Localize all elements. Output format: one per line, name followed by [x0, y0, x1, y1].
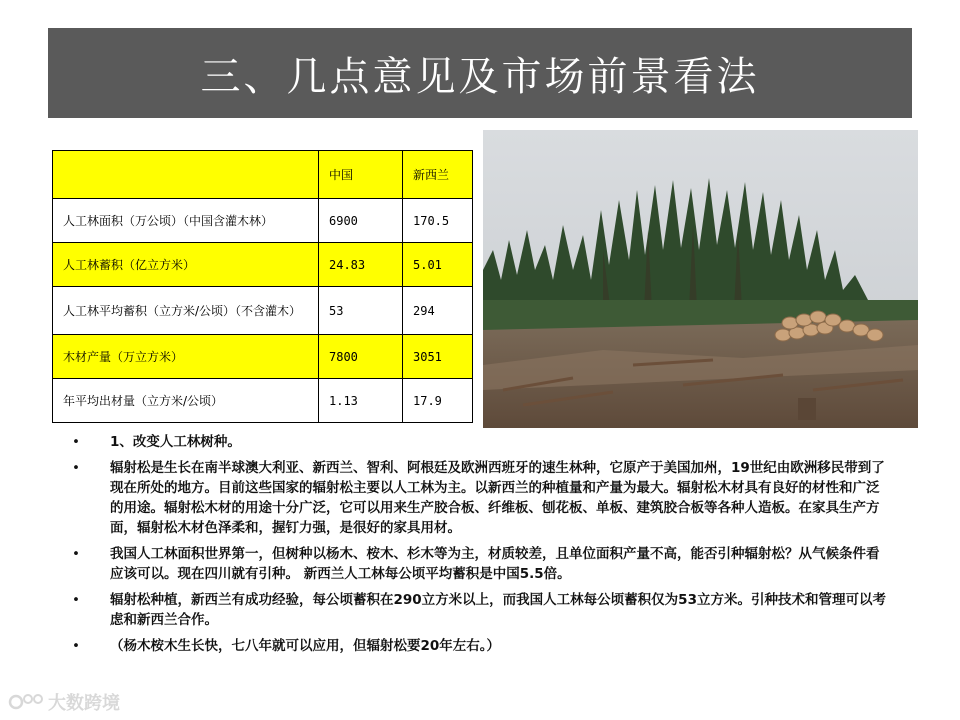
china-value: 6900 [319, 199, 403, 243]
china-value: 24.83 [319, 243, 403, 287]
watermark-text: 大数跨境 [48, 693, 120, 714]
bullet-item [72, 432, 892, 452]
bullet-icon: • [72, 434, 80, 450]
nz-value: 170.5 [403, 199, 473, 243]
china-value: 53 [319, 287, 403, 335]
table-row [53, 287, 473, 335]
table-header-row [53, 151, 473, 199]
row-label: 木材产量（万立方米） [53, 335, 319, 379]
row-label: 年平均出材量（立方米/公顷） [53, 379, 319, 423]
bullet-text: 辐射松是生长在南半球澳大利亚、新西兰、智利、阿根廷及欧洲西班牙的速生林种，它原产于美国加州，19世纪由欧洲移民带到了现在所处的地方。目前这些国家的辐射松主要以人工林为主。以新西兰的种植量和产量为最大。辐射松木材具有良好的材性和广泛的用途。辐射松木材的用途十分广泛，它可以用来生产胶合板、纤维板、刨花板、单板、建筑胶合板等各种人造板。在家具生产方面，辐射松木材色泽柔和，握钉力强，是很好的家具用材。 [110, 460, 885, 536]
nz-value: 17.9 [403, 379, 473, 423]
table-row [53, 199, 473, 243]
bullet-item [72, 590, 892, 630]
table-row [53, 335, 473, 379]
bullet-item [72, 636, 892, 656]
table-row [53, 379, 473, 423]
bullet-text: 我国人工林面积世界第一，但树种以杨木、桉木、杉木等为主，材质较差，且单位面积产量不高，能否引种辐射松？从气候条件看应该可以。现在四川就有引种。 新西兰人工林每公顷平均蓄积是中国5.5倍。 [110, 546, 880, 582]
table-header-cell [53, 151, 319, 199]
bullet-list [72, 432, 892, 662]
bullet-icon: • [72, 460, 80, 476]
row-label: 人工林平均蓄积（立方米/公顷）（不含灌木） [53, 287, 319, 335]
table-header-cell: 中国 [319, 151, 403, 199]
pine-forest-image [483, 130, 918, 428]
bullet-text: 辐射松种植，新西兰有成功经验，每公顷蓄积在290立方米以上，而我国人工林每公顷蓄积仅为53立方米。引种技术和管理可以考虑和新西兰合作。 [110, 592, 886, 628]
china-value: 1.13 [319, 379, 403, 423]
bullet-text: （杨木桉木生长快，七八年就可以应用，但辐射松要20年左右。） [110, 638, 501, 654]
watermark-logo-icon [8, 691, 44, 713]
comparison-table [52, 150, 473, 423]
forest-photo [483, 130, 918, 428]
row-label: 人工林面积（万公顷）（中国含灌木林） [53, 199, 319, 243]
nz-value: 5.01 [403, 243, 473, 287]
title-bar [48, 28, 912, 118]
china-value: 7800 [319, 335, 403, 379]
bullet-icon: • [72, 592, 80, 608]
bullet-item [72, 544, 892, 584]
bullet-icon: • [72, 638, 80, 654]
nz-value: 3051 [403, 335, 473, 379]
bullet-icon: • [72, 546, 80, 562]
watermark [8, 688, 120, 716]
bullet-text: 1、改变人工林树种。 [110, 434, 241, 450]
table-header-cell: 新西兰 [403, 151, 473, 199]
row-label: 人工林蓄积（亿立方米） [53, 243, 319, 287]
bullet-item [72, 458, 892, 538]
table-row [53, 243, 473, 287]
page-title: 三、几点意见及市场前景看法 [200, 53, 760, 100]
nz-value: 294 [403, 287, 473, 335]
